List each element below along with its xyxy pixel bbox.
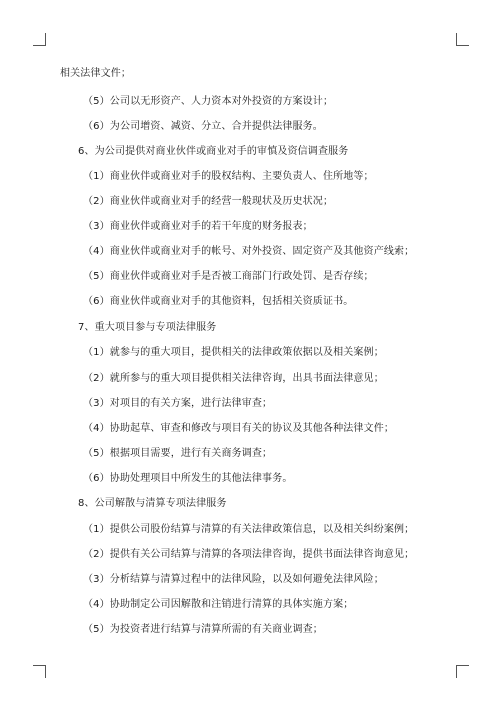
list-item: （4）协助制定公司因解散和注销进行清算的具体实施方案； xyxy=(83,599,354,610)
list-item: （3）对项目的有关方案，进行法律审查； xyxy=(83,398,273,409)
section-heading: 7、重大项目参与专项法律服务 xyxy=(78,322,217,333)
list-item: （1）商业伙伴或商业对手的股权结构、主要负责人、住所地等； xyxy=(83,171,374,182)
list-item: （4）商业伙伴或商业对手的帐号、对外投资、固定资产及其他资产线索； xyxy=(83,246,415,257)
list-item: （4）协助起草、审查和修改与项目有关的协议及其他各种法律文件； xyxy=(83,423,395,434)
list-item: （1）就参与的重大项目，提供相关的法律政策依据以及相关案例； xyxy=(83,347,384,358)
crop-mark-bottom-left xyxy=(33,665,46,678)
section-heading: 6、为公司提供对商业伙伴或商业对手的审慎及资信调查服务 xyxy=(78,146,349,157)
section-heading: 8、公司解散与清算专项法律服务 xyxy=(78,498,227,509)
list-item: （6）协助处理项目中所发生的其他法律事务。 xyxy=(83,473,293,484)
list-item: （5）根据项目需要，进行有关商务调查； xyxy=(83,448,273,459)
list-item: （5）为投资者进行结算与清算所需的有关商业调查； xyxy=(83,624,323,635)
list-item: （1）提供公司股份结算与清算的有关法律政策信息，以及相关纠纷案例； xyxy=(83,524,415,535)
crop-mark-bottom-right xyxy=(456,665,469,678)
list-item: （3）商业伙伴或商业对手的若干年度的财务报表； xyxy=(83,221,313,232)
list-item: （5）商业伙伴或商业对手是否被工商部门行政处罚、是否存续； xyxy=(83,271,374,282)
list-item: （5）公司以无形资产、人力资本对外投资的方案设计； xyxy=(83,96,334,107)
list-item: （3）分析结算与清算过程中的法律风险，以及如何避免法律风险； xyxy=(83,574,384,585)
crop-mark-top-right xyxy=(456,33,469,46)
crop-mark-top-left xyxy=(33,33,46,46)
list-item: （6）商业伙伴或商业对手的其他资料，包括相关资质证书。 xyxy=(83,296,354,307)
list-item: （2）商业伙伴或商业对手的经营一般现状及历史状况； xyxy=(83,196,334,207)
paragraph-line: 相关法律文件； xyxy=(60,68,132,79)
list-item: （6）为公司增资、减资、分立、合并提供法律服务。 xyxy=(83,121,323,132)
list-item: （2）提供有关公司结算与清算的各项法律咨询，提供书面法律咨询意见； xyxy=(83,549,415,560)
list-item: （2）就所参与的重大项目提供相关法律咨询，出具书面法律意见； xyxy=(83,373,384,384)
